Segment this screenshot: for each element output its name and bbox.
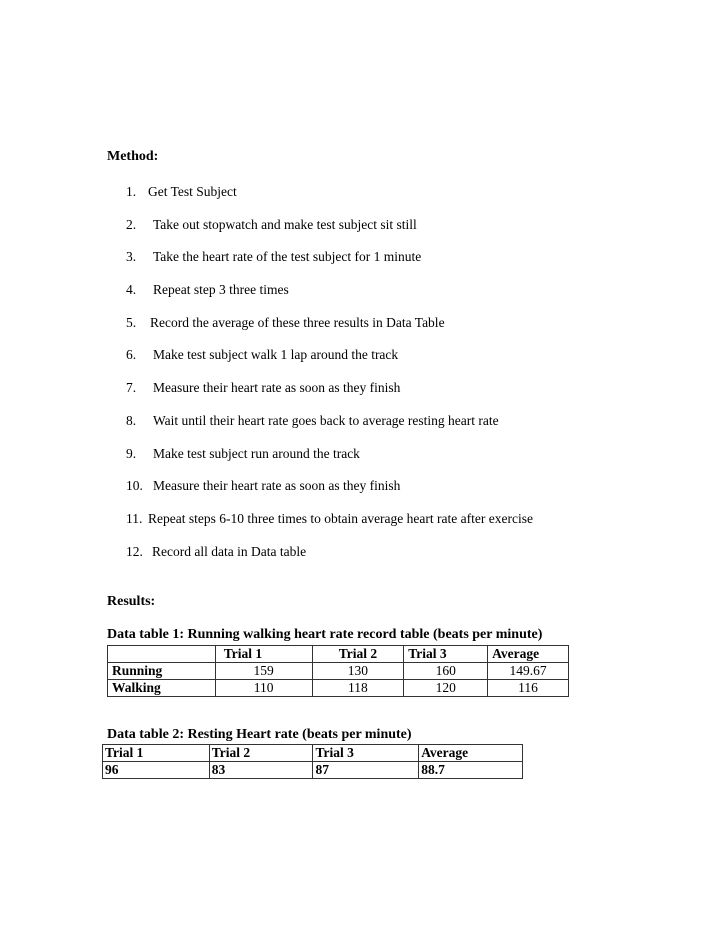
method-step: [126, 445, 533, 478]
step-text: Take the heart rate of the test subject for 1 minute: [153, 249, 422, 265]
table1-caption: Data table 1: Running walking heart rate record table (beats per minute): [107, 627, 543, 642]
row-label-cell: Running: [108, 663, 216, 680]
method-step: [126, 314, 533, 347]
step-text: Wait until their heart rate goes back to average resting heart rate: [153, 412, 499, 428]
header-cell: Trial 2: [312, 646, 404, 663]
table-cell: 118: [312, 680, 404, 697]
step-number: 9.: [126, 445, 137, 461]
step-text: Make test subject run around the track: [153, 445, 360, 461]
method-step: [126, 346, 533, 379]
method-step: [126, 412, 533, 445]
step-number: 1.: [126, 184, 137, 199]
table-cell: 110: [215, 680, 312, 697]
table-row: [103, 762, 523, 779]
method-step: [126, 379, 533, 412]
method-step: [126, 510, 533, 543]
step-text: Measure their heart rate as soon as they finish: [153, 478, 401, 494]
table-cell: 149.67: [488, 663, 569, 680]
step-number: 2.: [126, 216, 137, 232]
table-header-row: [103, 745, 523, 762]
table-cell: 130: [312, 663, 404, 680]
step-number: 8.: [126, 412, 137, 428]
header-cell: Trial 1: [103, 745, 210, 762]
step-text: Measure their heart rate as soon as they finish: [153, 380, 401, 396]
step-text: Repeat step 3 three times: [153, 282, 289, 298]
resting-heart-rate-table: [102, 744, 523, 779]
step-number: 12.: [126, 543, 143, 559]
table-cell: 88.7: [419, 762, 523, 779]
table-row: [108, 680, 569, 697]
header-cell: [108, 646, 216, 663]
step-number: 11.: [126, 510, 143, 526]
method-step: [126, 281, 533, 314]
results-heading: Results:: [107, 594, 156, 609]
table-row: [108, 663, 569, 680]
table-cell: 120: [404, 680, 488, 697]
step-number: 4.: [126, 282, 137, 298]
method-step: [126, 248, 533, 281]
row-label-cell: Walking: [108, 680, 216, 697]
method-heading: Method:: [107, 149, 159, 164]
method-step: [126, 216, 533, 249]
table-cell: 87: [313, 762, 419, 779]
heart-rate-exercise-table: [107, 645, 569, 697]
table-cell: 160: [404, 663, 488, 680]
header-cell: Trial 1: [215, 646, 312, 663]
table-cell: 159: [215, 663, 312, 680]
header-cell: Trial 3: [404, 646, 488, 663]
table-cell: 116: [488, 680, 569, 697]
step-number: 3.: [126, 249, 137, 265]
header-cell: Trial 3: [313, 745, 419, 762]
method-step: [126, 183, 533, 216]
step-text: Make test subject walk 1 lap around the track: [153, 347, 399, 363]
table-cell: 96: [103, 762, 210, 779]
header-cell: Average: [488, 646, 569, 663]
table-cell: 83: [209, 762, 313, 779]
method-steps-list: [126, 183, 533, 575]
step-text: Repeat steps 6-10 three times to obtain average heart rate after exercise: [148, 510, 533, 526]
step-number: 10.: [126, 478, 143, 494]
header-cell: Trial 2: [209, 745, 313, 762]
header-cell: Average: [419, 745, 523, 762]
step-number: 5.: [126, 314, 137, 330]
step-text: Record the average of these three results in Data Table: [150, 314, 445, 330]
table2-caption: Data table 2: Resting Heart rate (beats per minute): [107, 727, 412, 742]
table-header-row: [108, 646, 569, 663]
step-number: 6.: [126, 347, 137, 363]
step-text: Get Test Subject: [148, 184, 237, 199]
method-step: [126, 477, 533, 510]
step-text: Record all data in Data table: [152, 543, 307, 559]
step-text: Take out stopwatch and make test subject sit still: [153, 216, 417, 232]
step-number: 7.: [126, 380, 137, 396]
method-step: [126, 543, 533, 576]
